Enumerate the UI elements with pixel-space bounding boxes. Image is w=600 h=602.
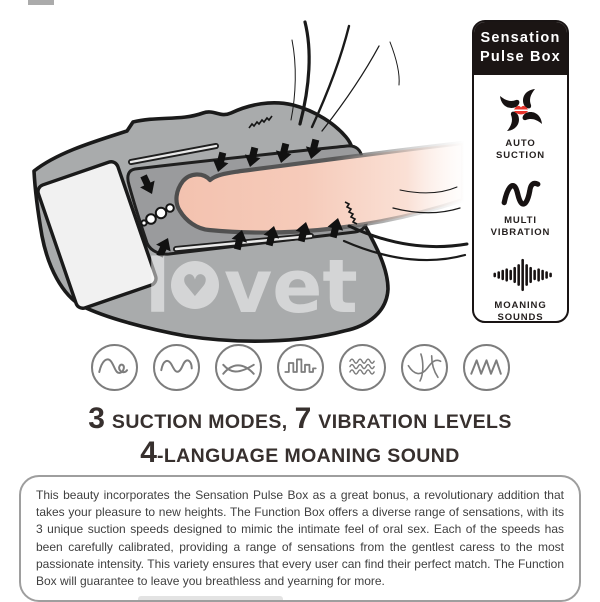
headline-text: SUCTION MODES, — [111, 411, 288, 433]
watermark-heart-icon: ♥ — [181, 269, 209, 304]
moaning-sounds-equalizer-icon — [488, 256, 554, 294]
mode-icon-ripple-wave — [339, 344, 386, 391]
device-cross-section-illustration — [0, 0, 475, 350]
description-box — [19, 475, 581, 602]
sensation-pulse-box-panel — [472, 20, 569, 323]
headline — [0, 404, 600, 472]
feature-label-line1: AUTO — [505, 137, 536, 149]
mode-icon-cross-wave — [215, 344, 262, 391]
mode-icon-overlapping-wave — [401, 344, 448, 391]
svg-text:l: l — [145, 244, 171, 330]
mode-icon-sine-wave — [153, 344, 200, 391]
feature-label-line2: SUCTION — [495, 149, 546, 161]
feature-label-line1: MULTI — [504, 214, 537, 226]
feature-auto-suction — [496, 88, 545, 162]
svg-text:vet: vet — [224, 244, 358, 330]
headline-number: 7 — [294, 402, 312, 435]
mode-icons-row — [0, 344, 600, 391]
auto-suction-pinwheel-icon — [499, 88, 543, 132]
headline-number: 4 — [140, 436, 157, 469]
description-text: This beauty incorporates the Sensation Pulse Box as a great bonus, a revolutionary addition that takes your pleasure to new heights. The Function Box offers a diverse range of sensations, with its 3 unique suction speeds designed to mimic the intimate feel of oral sex. Each of the speeds has been carefully calibrated, providing a range of sensations from the gentlest caress to the most passionate intensity. This variety ensures that every user can find their perfect match. The Function Box will guarantee to leave you breathless and yearning for more. — [36, 488, 564, 589]
bottom-watermark-remnant — [138, 596, 283, 600]
mode-icon-zigzag-wave — [463, 344, 510, 391]
mode-icon-pulse-square-wave — [277, 344, 324, 391]
panel-header — [474, 22, 567, 75]
feature-label-line2: SOUNDS — [497, 311, 544, 323]
panel-title-line2: Pulse Box — [480, 48, 561, 65]
feature-label-line1: MOANING — [494, 299, 547, 311]
headline-text: VIBRATION LEVELS — [318, 411, 512, 433]
mode-icon-curl-wave — [91, 344, 138, 391]
multi-vibration-wave-icon — [496, 177, 546, 209]
feature-moaning-sounds — [488, 256, 554, 323]
headline-text: -LANGUAGE MOANING SOUND — [156, 445, 460, 467]
headline-number: 3 — [88, 402, 105, 435]
feature-label-line2: VIBRATION — [490, 226, 551, 238]
feature-multi-vibration — [491, 177, 551, 239]
panel-title-line1: Sensation — [480, 30, 561, 46]
